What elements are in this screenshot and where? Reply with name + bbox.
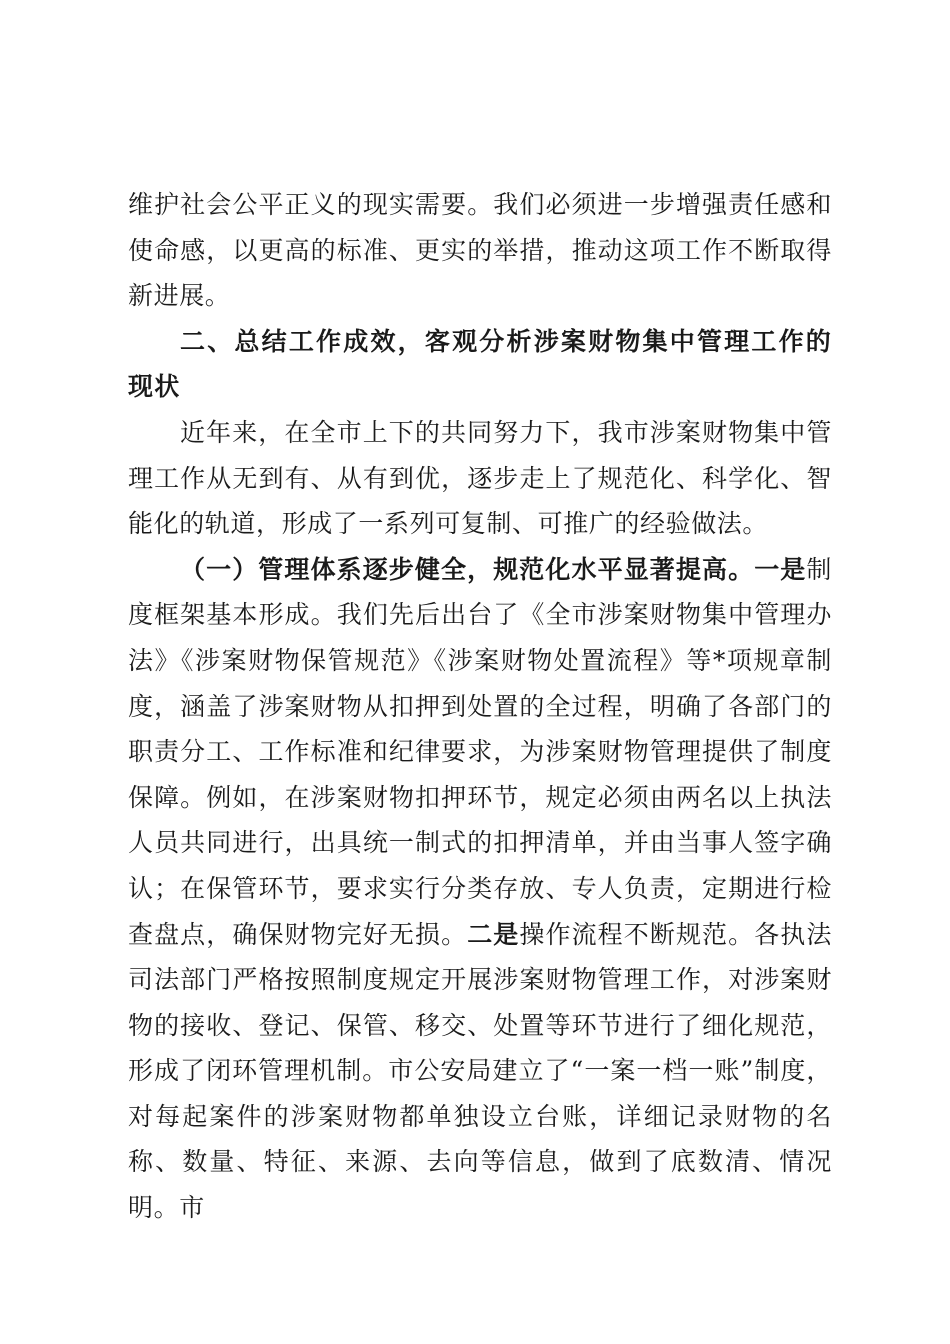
paragraph-2: 近年来，在全市上下的共同努力下，我市涉案财物集中管理工作从无到有、从有到优，逐步走上了规范化、科学化、智能化的轨道，形成了一系列可复制、可推广的经验做法。 <box>128 417 832 539</box>
paragraph-3 <box>128 547 832 1231</box>
document-body <box>128 182 832 1231</box>
paragraph-1: 维护社会公平正义的现实需要。我们必须进一步增强责任感和使命感，以更高的标准、更实的举措，推动这项工作不断取得新进展。 <box>128 190 832 311</box>
subsection-heading-1: （一）管理体系逐步健全，规范化水平显著提高。 <box>180 554 755 584</box>
point-text-first: 制度框架基本形成。我们先后出台了《全市涉案财物集中管理办法》《涉案财物保管规范》《涉案财物处置流程》等*项规章制度，涵盖了涉案财物从扣押到处置的全过程，明确了各部门的职责分工、工作标准和纪律要求，为涉案财物管理提供了制度保障。例如，在涉案财物扣押环节，规定必须由两名以上执法人员共同进行，出具统一制式的扣押清单，并由当事人签字确认；在保管环节，要求实行分类存放、专人负责，定期进行检查盘点，确保财物完好无损。 <box>128 554 832 949</box>
point-label-second: 二是 <box>467 919 520 949</box>
point-label-first: 一是 <box>754 554 807 584</box>
section-heading-2: 二、总结工作成效，客观分析涉案财物集中管理工作的现状 <box>128 326 832 402</box>
point-text-second: 操作流程不断规范。各执法司法部门严格按照制度规定开展涉案财物管理工作，对涉案财物的接收、登记、保管、移交、处置等环节进行了细化规范，形成了闭环管理机制。市公安局建立了“一案一档一账”制度，对每起案件的涉案财物都单独设立台账，详细记录财物的名称、数量、特征、来源、去向等信息，做到了底数清、情况明。市 <box>128 919 832 1223</box>
